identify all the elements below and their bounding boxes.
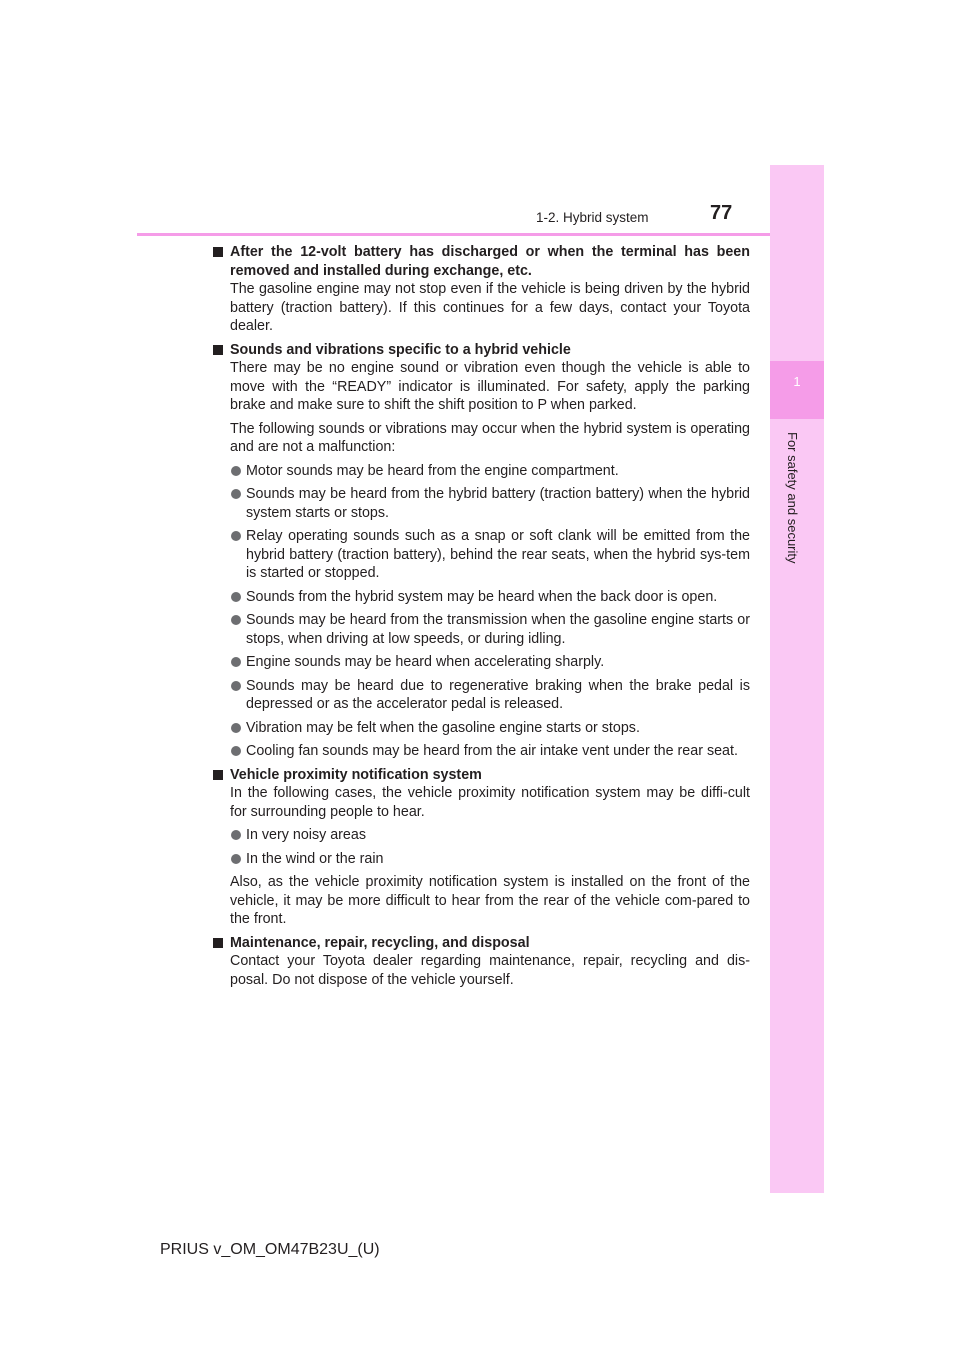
list-item xyxy=(230,611,750,648)
chapter-label: For safety and security xyxy=(785,432,800,564)
side-tab xyxy=(770,165,824,1193)
list-item-text: Sounds may be heard from the transmission when the gasoline engine starts or stops, when driving at low speeds, or during idling. xyxy=(246,612,750,647)
section-heading: Maintenance, repair, recycling, and disposal xyxy=(230,934,530,951)
side-tab-number-block xyxy=(770,361,824,419)
round-bullet-icon xyxy=(231,746,241,756)
list-item-text: Sounds from the hybrid system may be heard when the back door is open. xyxy=(246,588,718,605)
list-item-text: Vibration may be felt when the gasoline engine starts or stops. xyxy=(246,719,640,736)
section-heading: After the 12-volt battery has discharged or when the terminal has been removed and installed during exchange, etc. xyxy=(230,244,750,279)
list-item-text: In very noisy areas xyxy=(246,827,366,843)
square-bullet-icon xyxy=(213,345,223,355)
paragraph: The gasoline engine may not stop even if the vehicle is being driven by the hybrid battery (traction battery). If this continues for a few days, contact your Toyota dealer. xyxy=(230,281,750,334)
list-item xyxy=(230,850,750,869)
round-bullet-icon xyxy=(231,531,241,541)
list-item-text: Sounds may be heard due to regenerative braking when the brake pedal is depressed or as the accelerator pedal is released. xyxy=(246,677,750,712)
list-item xyxy=(230,653,750,672)
section-maintenance xyxy=(211,934,750,990)
section-proximity-notification xyxy=(211,766,750,929)
section-battery-discharge xyxy=(211,243,750,336)
list-item-text: In the wind or the rain xyxy=(246,850,384,867)
round-bullet-icon xyxy=(231,489,241,499)
section-heading: Sounds and vibrations specific to a hybrid vehicle xyxy=(230,341,571,358)
round-bullet-icon xyxy=(231,854,241,864)
square-bullet-icon xyxy=(213,938,223,948)
paragraph: The following sounds or vibrations may occur when the hybrid system is operating and are not a malfunction: xyxy=(230,420,750,455)
round-bullet-icon xyxy=(231,681,241,691)
paragraph: Contact your Toyota dealer regarding maintenance, repair, recycling and dis-posal. Do not dispose of the vehicle yourself. xyxy=(230,953,750,988)
round-bullet-icon xyxy=(231,592,241,602)
page-content xyxy=(211,243,750,994)
list-item xyxy=(230,677,750,714)
list-item-text: Motor sounds may be heard from the engine compartment. xyxy=(246,462,619,479)
paragraph: In the following cases, the vehicle proximity notification system may be diffi-cult for surrounding people to hear. xyxy=(230,785,750,820)
list-item xyxy=(230,742,750,761)
list-item xyxy=(230,826,750,845)
list-item-text: Sounds may be heard from the hybrid battery (traction battery) when the hybrid system starts or stops. xyxy=(246,486,750,521)
round-bullet-icon xyxy=(231,830,241,840)
square-bullet-icon xyxy=(213,770,223,780)
list-item xyxy=(230,462,750,481)
list-item-text: Engine sounds may be heard when accelerating sharply. xyxy=(246,654,605,670)
list-item-text: Cooling fan sounds may be heard from the air intake vent under the rear seat. xyxy=(246,743,738,759)
section-sounds-vibrations xyxy=(211,341,750,761)
document-code: PRIUS v_OM_OM47B23U_(U) xyxy=(160,1241,380,1258)
round-bullet-icon xyxy=(231,723,241,733)
section-heading: Vehicle proximity notification system xyxy=(230,766,482,783)
list-item xyxy=(230,719,750,738)
round-bullet-icon xyxy=(231,657,241,667)
square-bullet-icon xyxy=(213,247,223,257)
section-title: 1-2. Hybrid system xyxy=(536,210,649,225)
header-rule xyxy=(137,233,770,236)
paragraph: There may be no engine sound or vibration even though the vehicle is able to move with the “READY” indicator is illuminated. For safety, apply the parking brake and make sure to shift the shift position to P when parked. xyxy=(230,360,750,413)
list-item-text: Relay operating sounds such as a snap or soft clank will be emitted from the hybrid battery (traction battery), behind the rear seats, when the hybrid sys-tem is started or stopped. xyxy=(246,528,750,581)
round-bullet-icon xyxy=(231,466,241,476)
list-item xyxy=(230,485,750,522)
list-item xyxy=(230,588,750,607)
paragraph: Also, as the vehicle proximity notification system is installed on the front of the vehicle, it may be more difficult to hear from the rear of the vehicle com-pared to the front. xyxy=(230,874,750,927)
round-bullet-icon xyxy=(231,615,241,625)
page-number: 77 xyxy=(710,202,733,224)
chapter-number: 1 xyxy=(793,374,801,389)
list-item xyxy=(230,527,750,583)
